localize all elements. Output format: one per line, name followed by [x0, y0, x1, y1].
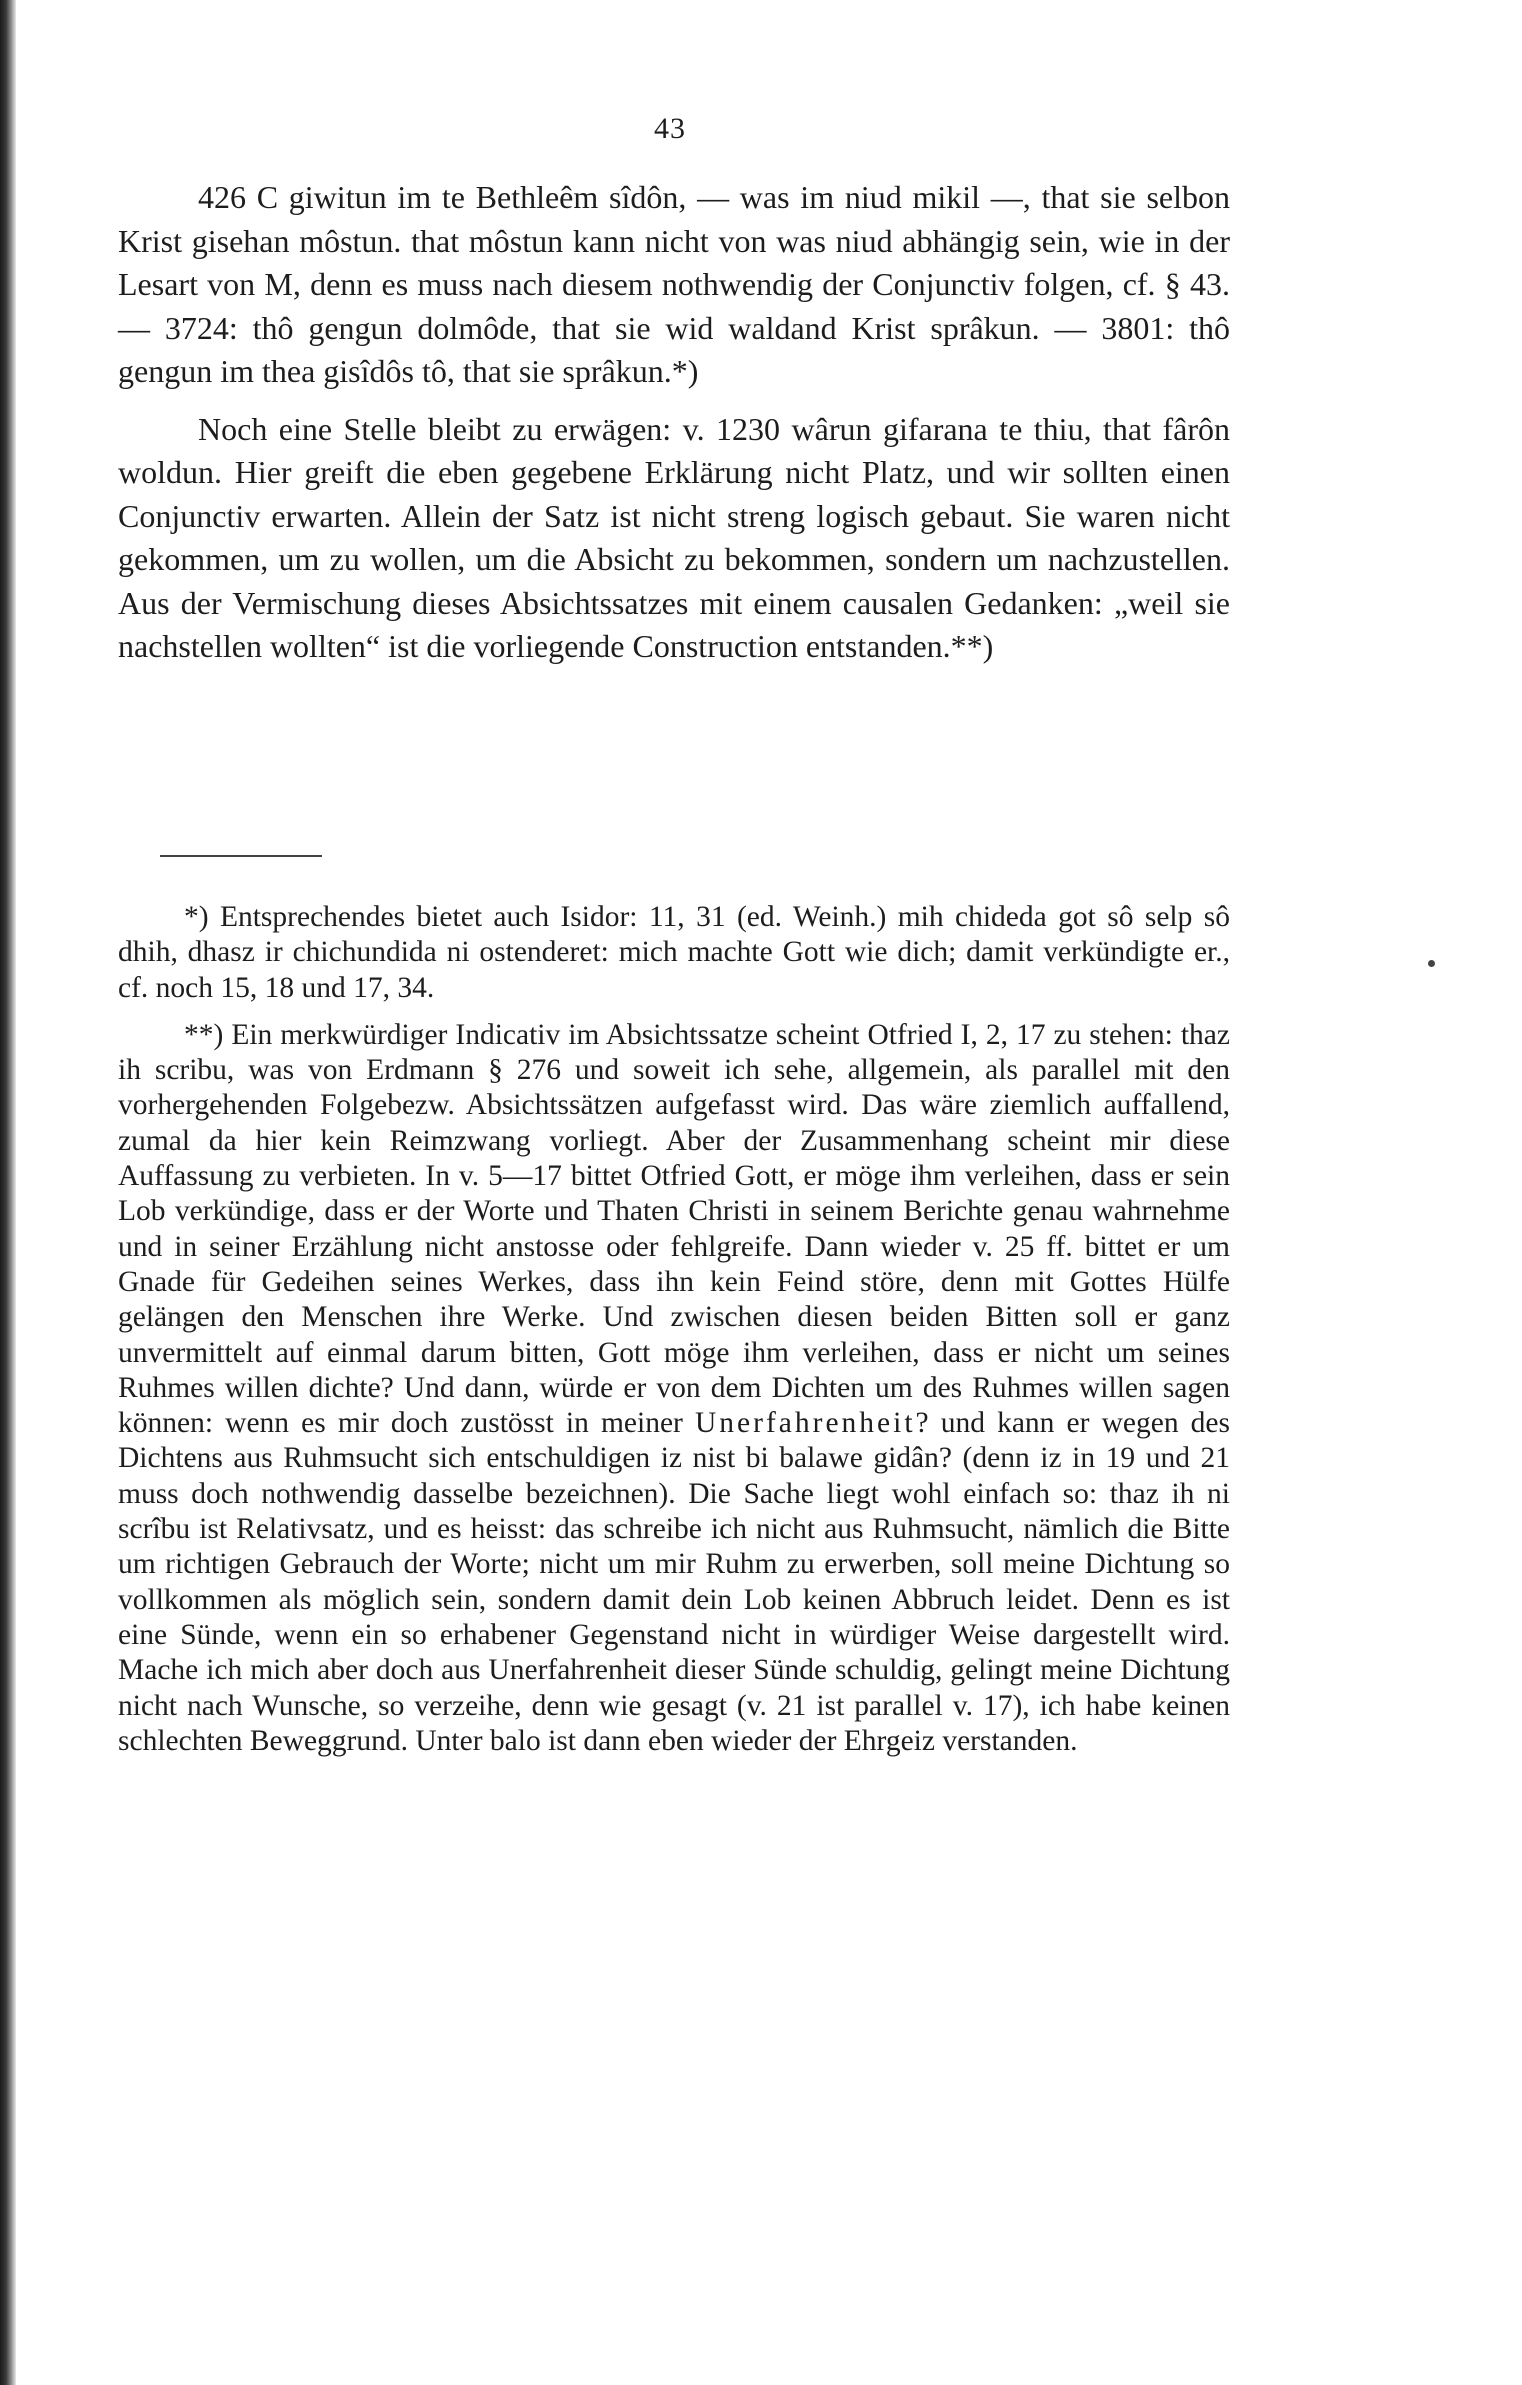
footnotes	[118, 900, 1230, 1759]
main-paragraph-2: Noch eine Stelle bleibt zu erwägen: v. 1230 wârun gifarana te thiu, that fârôn woldun. Hier greift die eben gegebene Erklärung nicht Platz, und wir sollten einen Conjunctiv erwarten. Allein der Satz ist nicht streng logisch gebaut. Sie waren nicht gekommen, um zu wollen, um die Absicht zu bekommen, sondern um nachzustellen. Aus der Vermischung dieses Absichtssatzes mit einem causalen Gedanken: „weil sie nachstellen wollten“ ist die vorliegende Construction entstanden.**)	[118, 410, 1230, 664]
footnote-2-part-1: **) Ein merkwürdiger Indicativ im Absichtssatze scheint Otfried I, 2, 17 zu stehen: thaz ih scribu, was von Erdmann § 276 und soweit ich sehe, allgemein, als parallel mit den vorhergehenden Folgebezw. Absichtssätzen aufgefasst wird. Das wäre ziemlich auffallend, zumal da hier kein Reimzwang vorliegt. Aber der Zusammenhang scheint mir diese Auffassung zu verbieten. In v. 5—17 bittet Otfried Gott, er möge ihm verleihen, dass er sein Lob verkündige, dass er der Worte und Thaten Christi in seinem Berichte genau wahrnehme und in seiner Erzählung nicht anstosse oder fehlgreife. Dann wieder v. 25 ff. bittet er um Gnade für Gedeihen seines Werkes, dass ihn kein Feind störe, denn mit Gottes Hülfe gelängen den Menschen ihre Werke. Und zwischen diesen beiden Bitten soll er ganz unvermittelt auf einmal darum bitten, Gott möge ihm verleihen, dass er nicht um seines Ruhmes willen dichte? Und dann, würde er von dem Dichten um des Ruhmes willen sagen können: wenn es mir doch zustösst in meiner	[118, 1018, 1230, 1440]
stray-ink-dot	[1428, 960, 1435, 967]
main-paragraph-1: 426 C giwitun im te Bethleêm sîdôn, — was im niud mikil —, that sie selbon Krist gisehan môstun. that môstun kann nicht von was niud abhängig sein, wie in der Lesart von M, denn es muss nach diesem nothwendig der Conjunctiv folgen, cf. § 43. — 3724: thô gengun dolmôde, that sie wid waldand Krist sprâkun. — 3801: thô gengun im thea gisîdôs tô, that sie sprâkun.*)	[118, 179, 1230, 389]
footnote-2	[118, 1018, 1230, 1759]
footnote-separator	[160, 855, 322, 857]
book-spine-shadow	[0, 0, 16, 2385]
footnote-2-emphasis: Unerfahrenheit	[694, 1407, 916, 1440]
footnote-2-part-2: ? und kann er wegen des Dichtens aus Ruhmsucht sich entschuldigen iz nist bi balawe gidân? (denn iz in 19 und 21 muss doch nothwendig dasselbe bezeichnen). Die Sache liegt wohl einfach so: thaz ih ni scrîbu ist Relativsatz, und es heisst: das schreibe ich nicht aus Ruhmsucht, nämlich die Bitte um richtigen Gebrauch der Worte; nicht um mir Ruhm zu erwerben, soll meine Dichtung so vollkommen als möglich sein, sondern damit dein Lob keinen Abbruch leidet. Denn es ist eine Sünde, wenn ein so erhabener Gegenstand nicht in würdiger Weise dargestellt wird. Mache ich mich aber doch aus Unerfahrenheit dieser Sünde schuldig, gelingt meine Dichtung nicht nach Wunsche, so verzeihe, denn wie gesagt (v. 21 ist parallel v. 17), ich habe keinen schlechten Beweggrund. Unter balo ist dann eben wieder der Ehrgeiz verstanden.	[118, 1407, 1230, 1757]
footnote-1: *) Entsprechendes bietet auch Isidor: 11, 31 (ed. Weinh.) mih chideda got sô selp sô dhih, dhasz ir chichundida ni ostenderet: mich machte Gott wie dich; damit verkündigte er., cf. noch 15, 18 und 17, 34.	[118, 901, 1230, 1004]
main-text	[118, 176, 1230, 669]
page-number: 43	[654, 112, 686, 145]
